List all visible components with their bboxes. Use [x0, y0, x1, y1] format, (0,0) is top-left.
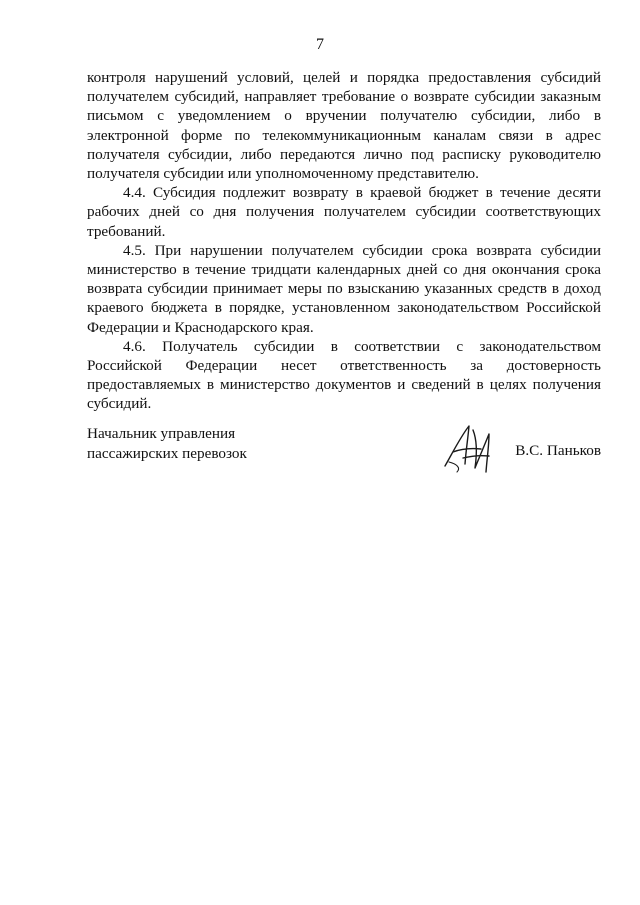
signature-block	[87, 424, 601, 484]
paragraph-4-6: 4.6. Получатель субсидии в соответствии с законодательством Российской Федерации несет ответственность за достоверность предоставляемых в министерство документов и сведений в целях получения субсидий.	[87, 337, 601, 413]
paragraph-4-4: 4.4. Субсидия подлежит возврату в краевой бюджет в течение десяти рабочих дней со дня получения получателем субсидии соответствующих требований.	[87, 184, 601, 240]
handwritten-signature-icon	[439, 422, 499, 474]
signer-title-line-1: Начальник управления	[87, 425, 236, 442]
paragraph-continuation: контроля нарушений условий, целей и порядка предоставления субсидий получателем субсидий, направляет требование о возврате субсидии заказным письмом с уведомлением о вручении получателю субсидии, либо в электронной форме по телекоммуникационным каналам связи в адрес получателя субсидии, либо передаются лично под расписку руководителю получателя субсидии или уполномоченному представителю.	[87, 69, 601, 183]
signer-title-line-2: пассажирских перевозок	[87, 444, 247, 462]
page-number: 7	[316, 36, 324, 53]
document-body	[87, 68, 601, 414]
signer-name: В.С. Паньков	[515, 442, 601, 459]
paragraph-4-5: 4.5. При нарушении получателем субсидии срока возврата субсидии министерство в течение тридцати календарных дней со дня окончания срока возврата субсидии принимает меры по взысканию указанных средств в доход краевого бюджета в порядке, установленном законодательством Российской Федерации и Краснодарского края.	[87, 241, 601, 336]
signer-title	[87, 424, 247, 463]
